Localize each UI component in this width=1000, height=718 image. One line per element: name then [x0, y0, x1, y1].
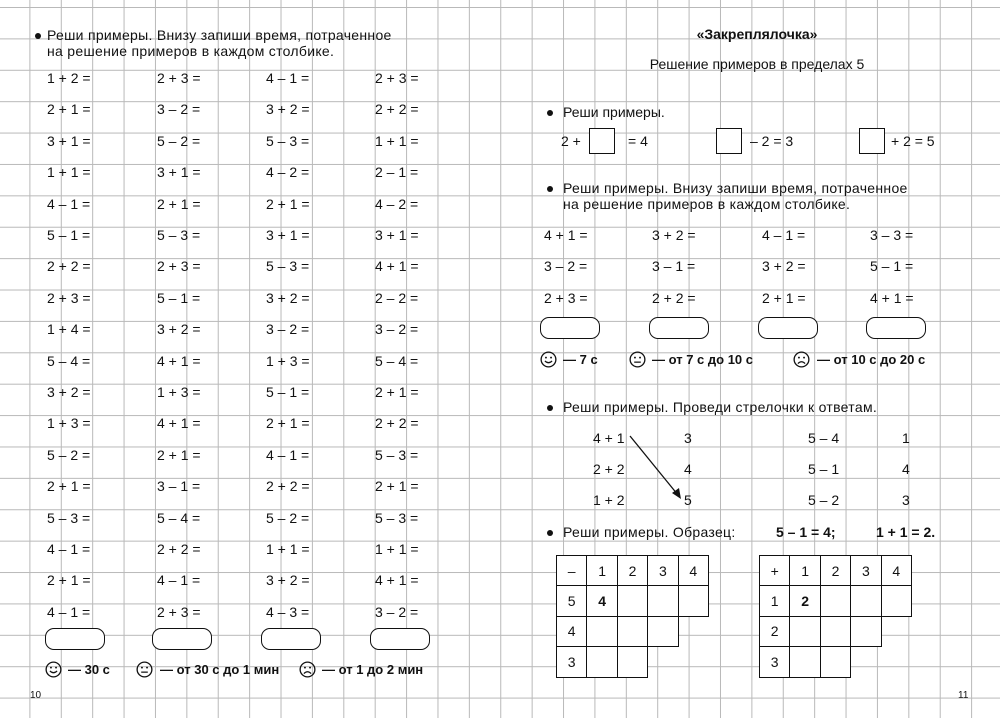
- bullet: [547, 110, 553, 116]
- table-header-cell: 2: [820, 556, 850, 586]
- example-item: 3 – 2 =: [375, 603, 419, 620]
- example-item: 5 – 2 =: [47, 446, 91, 463]
- time-answer-box[interactable]: [866, 317, 926, 339]
- example-item: 3 + 2 =: [47, 384, 91, 400]
- example-item: 4 – 1 =: [47, 541, 91, 557]
- example-item: 2 + 2 =: [157, 541, 201, 557]
- table-sample-answer: 2: [790, 586, 820, 616]
- table-answer-cell[interactable]: [587, 616, 617, 646]
- bullet: [547, 186, 553, 192]
- legend-mid-text: — от 30 с до 1 мин: [160, 662, 280, 677]
- example-item: 2 + 1 =: [266, 195, 310, 212]
- table-answer-cell[interactable]: [617, 586, 647, 616]
- table-sample-answer: 4: [587, 586, 617, 616]
- example-item: 4 + 1 =: [544, 227, 588, 243]
- table-answer-cell[interactable]: [678, 586, 708, 616]
- left-instruction-line2: на решение примеров в каждом столбике.: [47, 43, 335, 59]
- example-item: 2 + 3 =: [157, 603, 201, 620]
- time-answer-box[interactable]: [540, 317, 600, 339]
- task4-sample1: 5 – 1 = 4;: [776, 524, 836, 540]
- sad-face-icon: [299, 661, 316, 678]
- page-title: «Закреплялочка»: [696, 26, 818, 42]
- table-answer-cell[interactable]: [790, 616, 820, 646]
- table-empty-cell: [678, 647, 708, 677]
- example-item: 1 + 1 =: [375, 132, 419, 149]
- example-item: 1 + 1 =: [266, 541, 310, 557]
- table-row-header: 2: [760, 616, 790, 646]
- example-item: 4 – 2 =: [266, 164, 310, 181]
- table-header-cell: 4: [881, 556, 911, 586]
- table-answer-cell[interactable]: [587, 647, 617, 677]
- example-item: 2 + 1 =: [762, 289, 806, 306]
- page-subtitle: Решение примеров в пределах 5: [649, 56, 865, 72]
- sad-face-icon: [793, 351, 810, 368]
- table-row-header: 5: [557, 586, 587, 616]
- example-item: 5 – 3 =: [47, 509, 91, 526]
- example-item: 3 + 1 =: [375, 227, 419, 243]
- example-item: 3 + 2 =: [266, 572, 310, 589]
- match-example: 2 + 2: [593, 461, 625, 477]
- example-item: 2 + 3 =: [157, 70, 201, 86]
- legend-good-text: — 7 с: [563, 352, 598, 367]
- example-item: 2 + 2 =: [266, 478, 310, 495]
- example-item: 3 + 1 =: [47, 132, 91, 149]
- table-answer-cell[interactable]: [617, 616, 647, 646]
- table-empty-cell: [881, 647, 911, 677]
- minus-table: [556, 555, 709, 678]
- example-item: 5 – 3 =: [375, 446, 419, 463]
- neutral-face-icon: [629, 351, 646, 368]
- table-header-cell: 2: [617, 556, 647, 586]
- task1-ex2-right: – 2 = 3: [750, 133, 794, 149]
- example-item: 4 – 1 =: [266, 70, 310, 86]
- example-item: 3 – 2 =: [266, 321, 310, 338]
- match-answer: 5: [684, 492, 692, 508]
- example-item: 3 – 1 =: [157, 478, 201, 495]
- example-item: 3 – 2 =: [375, 321, 419, 338]
- example-item: 2 + 1 =: [157, 195, 201, 212]
- page-number-left: 10: [30, 690, 42, 701]
- table-header-cell: 3: [648, 556, 678, 586]
- task1-ex1-left: 2 +: [561, 133, 581, 149]
- task1-ex3-right: + 2 = 5: [891, 133, 935, 149]
- example-item: 3 – 2 =: [157, 101, 201, 118]
- example-item: 1 + 1 =: [47, 164, 91, 181]
- example-item: 5 – 4 =: [375, 352, 419, 369]
- example-item: 3 + 2 =: [762, 258, 806, 275]
- example-item: 2 + 2 =: [375, 101, 419, 118]
- example-item: 2 + 1 =: [375, 478, 419, 495]
- example-item: 1 + 3 =: [47, 415, 91, 432]
- time-answer-box[interactable]: [45, 628, 105, 650]
- answer-square[interactable]: [859, 128, 885, 154]
- task4-sample2: 1 + 1 = 2.: [876, 524, 936, 540]
- table-answer-cell[interactable]: [790, 647, 820, 677]
- table-row-header: 4: [557, 616, 587, 646]
- example-item: 1 + 3 =: [266, 352, 310, 369]
- task2-instruction-line1: Реши примеры. Внизу запиши время, потраченное: [563, 180, 908, 196]
- example-item: 2 – 2 =: [375, 289, 419, 306]
- table-header-cell: 4: [678, 556, 708, 586]
- example-item: 3 + 2 =: [266, 289, 310, 306]
- example-item: 5 – 2 =: [266, 509, 310, 526]
- time-answer-box[interactable]: [758, 317, 818, 339]
- example-item: 3 + 2 =: [652, 227, 696, 243]
- example-item: 4 – 3 =: [266, 603, 310, 620]
- answer-square[interactable]: [589, 128, 615, 154]
- match-example: 5 – 2: [808, 492, 840, 508]
- plus-table: [759, 555, 912, 678]
- table-answer-cell[interactable]: [820, 616, 850, 646]
- example-item: 1 + 1 =: [375, 541, 419, 557]
- smile-face-icon: [45, 661, 62, 678]
- example-item: 5 – 4 =: [47, 352, 91, 369]
- table-empty-cell: [678, 616, 708, 646]
- table-answer-cell[interactable]: [851, 586, 881, 616]
- example-item: 3 + 2 =: [157, 321, 201, 338]
- table-answer-cell[interactable]: [881, 586, 911, 616]
- sample-arrow: [626, 432, 686, 502]
- example-item: 3 + 2 =: [266, 101, 310, 118]
- match-answer: 4: [684, 461, 692, 477]
- legend-bad-text: — от 10 с до 20 с: [817, 352, 926, 367]
- example-item: 4 + 1 =: [375, 572, 419, 589]
- example-item: 4 – 2 =: [375, 195, 419, 212]
- example-item: 3 – 2 =: [544, 258, 588, 275]
- time-answer-box[interactable]: [261, 628, 321, 650]
- example-item: 4 + 1 =: [157, 415, 201, 432]
- table-answer-cell[interactable]: [851, 616, 881, 646]
- table-empty-cell: [648, 647, 678, 677]
- match-example: 1 + 2: [593, 492, 625, 508]
- example-item: 2 + 3 =: [544, 289, 588, 306]
- task2-instruction-line2: на решение примеров в каждом столбике.: [563, 196, 851, 212]
- table-op: –: [557, 556, 587, 586]
- example-item: 2 + 1 =: [47, 572, 91, 589]
- table-op: +: [760, 556, 790, 586]
- example-item: 5 – 3 =: [157, 227, 201, 243]
- match-answer: 3: [902, 492, 910, 508]
- legend-good-text: — 30 с: [68, 662, 110, 677]
- match-answer: 3: [684, 430, 692, 446]
- time-answer-box[interactable]: [370, 628, 430, 650]
- table-answer-cell[interactable]: [648, 586, 678, 616]
- example-item: 4 + 1 =: [375, 258, 419, 275]
- table-answer-cell[interactable]: [648, 616, 678, 646]
- example-item: 4 – 1 =: [266, 446, 310, 463]
- example-item: 2 + 3 =: [157, 258, 201, 275]
- task3-instruction: Реши примеры. Проведи стрелочки к ответам.: [563, 399, 878, 415]
- example-item: 1 + 3 =: [157, 384, 201, 400]
- neutral-face-icon: [136, 661, 153, 678]
- example-item: 1 + 4 =: [47, 321, 91, 338]
- example-item: 4 – 1 =: [47, 195, 91, 212]
- example-item: 2 + 1 =: [375, 384, 419, 400]
- match-example: 5 – 4: [808, 430, 840, 446]
- example-item: 5 – 1 =: [47, 227, 91, 243]
- example-item: 3 – 3 =: [870, 227, 914, 243]
- example-item: 2 + 3 =: [47, 289, 91, 306]
- example-item: 4 + 1 =: [870, 289, 914, 306]
- example-item: 3 + 1 =: [266, 227, 310, 243]
- example-item: 3 – 1 =: [652, 258, 696, 275]
- table-header-cell: 1: [790, 556, 820, 586]
- legend-mid-text: — от 7 с до 10 с: [652, 352, 753, 367]
- match-answer: 1: [902, 430, 910, 446]
- time-answer-box[interactable]: [649, 317, 709, 339]
- match-answer: 4: [902, 461, 910, 477]
- example-item: 2 + 2 =: [375, 415, 419, 432]
- example-item: 2 + 2 =: [652, 289, 696, 306]
- legend-bad-text: — от 1 до 2 мин: [322, 662, 424, 677]
- example-item: 2 + 1 =: [47, 478, 91, 495]
- match-example: 4 + 1: [593, 430, 625, 446]
- smile-face-icon: [540, 351, 557, 368]
- example-item: 5 – 1 =: [266, 384, 310, 400]
- example-item: 4 – 1 =: [157, 572, 201, 589]
- example-item: 5 – 2 =: [157, 132, 201, 149]
- time-answer-box[interactable]: [152, 628, 212, 650]
- bullet: [35, 33, 41, 39]
- bullet: [547, 530, 553, 536]
- example-item: 5 – 4 =: [157, 509, 201, 526]
- example-item: 2 – 1 =: [375, 164, 419, 181]
- example-item: 2 + 3 =: [375, 70, 419, 86]
- example-item: 5 – 3 =: [266, 258, 310, 275]
- example-item: 2 + 2 =: [47, 258, 91, 275]
- example-item: 5 – 1 =: [157, 289, 201, 306]
- table-empty-cell: [851, 647, 881, 677]
- example-item: 2 + 1 =: [157, 446, 201, 463]
- example-item: 5 – 3 =: [375, 509, 419, 526]
- table-row-header: 3: [557, 647, 587, 677]
- example-item: 2 + 1 =: [266, 415, 310, 432]
- left-instruction-line1: Реши примеры. Внизу запиши время, потраченное: [47, 27, 392, 43]
- table-empty-cell: [881, 616, 911, 646]
- task1-instruction: Реши примеры.: [563, 104, 665, 120]
- example-item: 5 – 3 =: [266, 132, 310, 149]
- page-number-right: 11: [958, 690, 969, 701]
- table-answer-cell[interactable]: [820, 586, 850, 616]
- example-item: 5 – 1 =: [870, 258, 914, 275]
- table-row-header: 1: [760, 586, 790, 616]
- example-item: 3 + 1 =: [157, 164, 201, 181]
- bullet: [547, 405, 553, 411]
- task4-instruction: Реши примеры. Образец:: [563, 524, 736, 540]
- answer-square[interactable]: [716, 128, 742, 154]
- example-item: 2 + 1 =: [47, 101, 91, 118]
- table-header-cell: 1: [587, 556, 617, 586]
- task1-ex1-right: = 4: [628, 133, 648, 149]
- table-answer-cell[interactable]: [617, 647, 647, 677]
- example-item: 4 – 1 =: [47, 603, 91, 620]
- table-header-cell: 3: [851, 556, 881, 586]
- table-answer-cell[interactable]: [820, 647, 850, 677]
- example-item: 4 – 1 =: [762, 227, 806, 243]
- example-item: 1 + 2 =: [47, 70, 91, 86]
- example-item: 4 + 1 =: [157, 352, 201, 369]
- match-example: 5 – 1: [808, 461, 840, 477]
- table-row-header: 3: [760, 647, 790, 677]
